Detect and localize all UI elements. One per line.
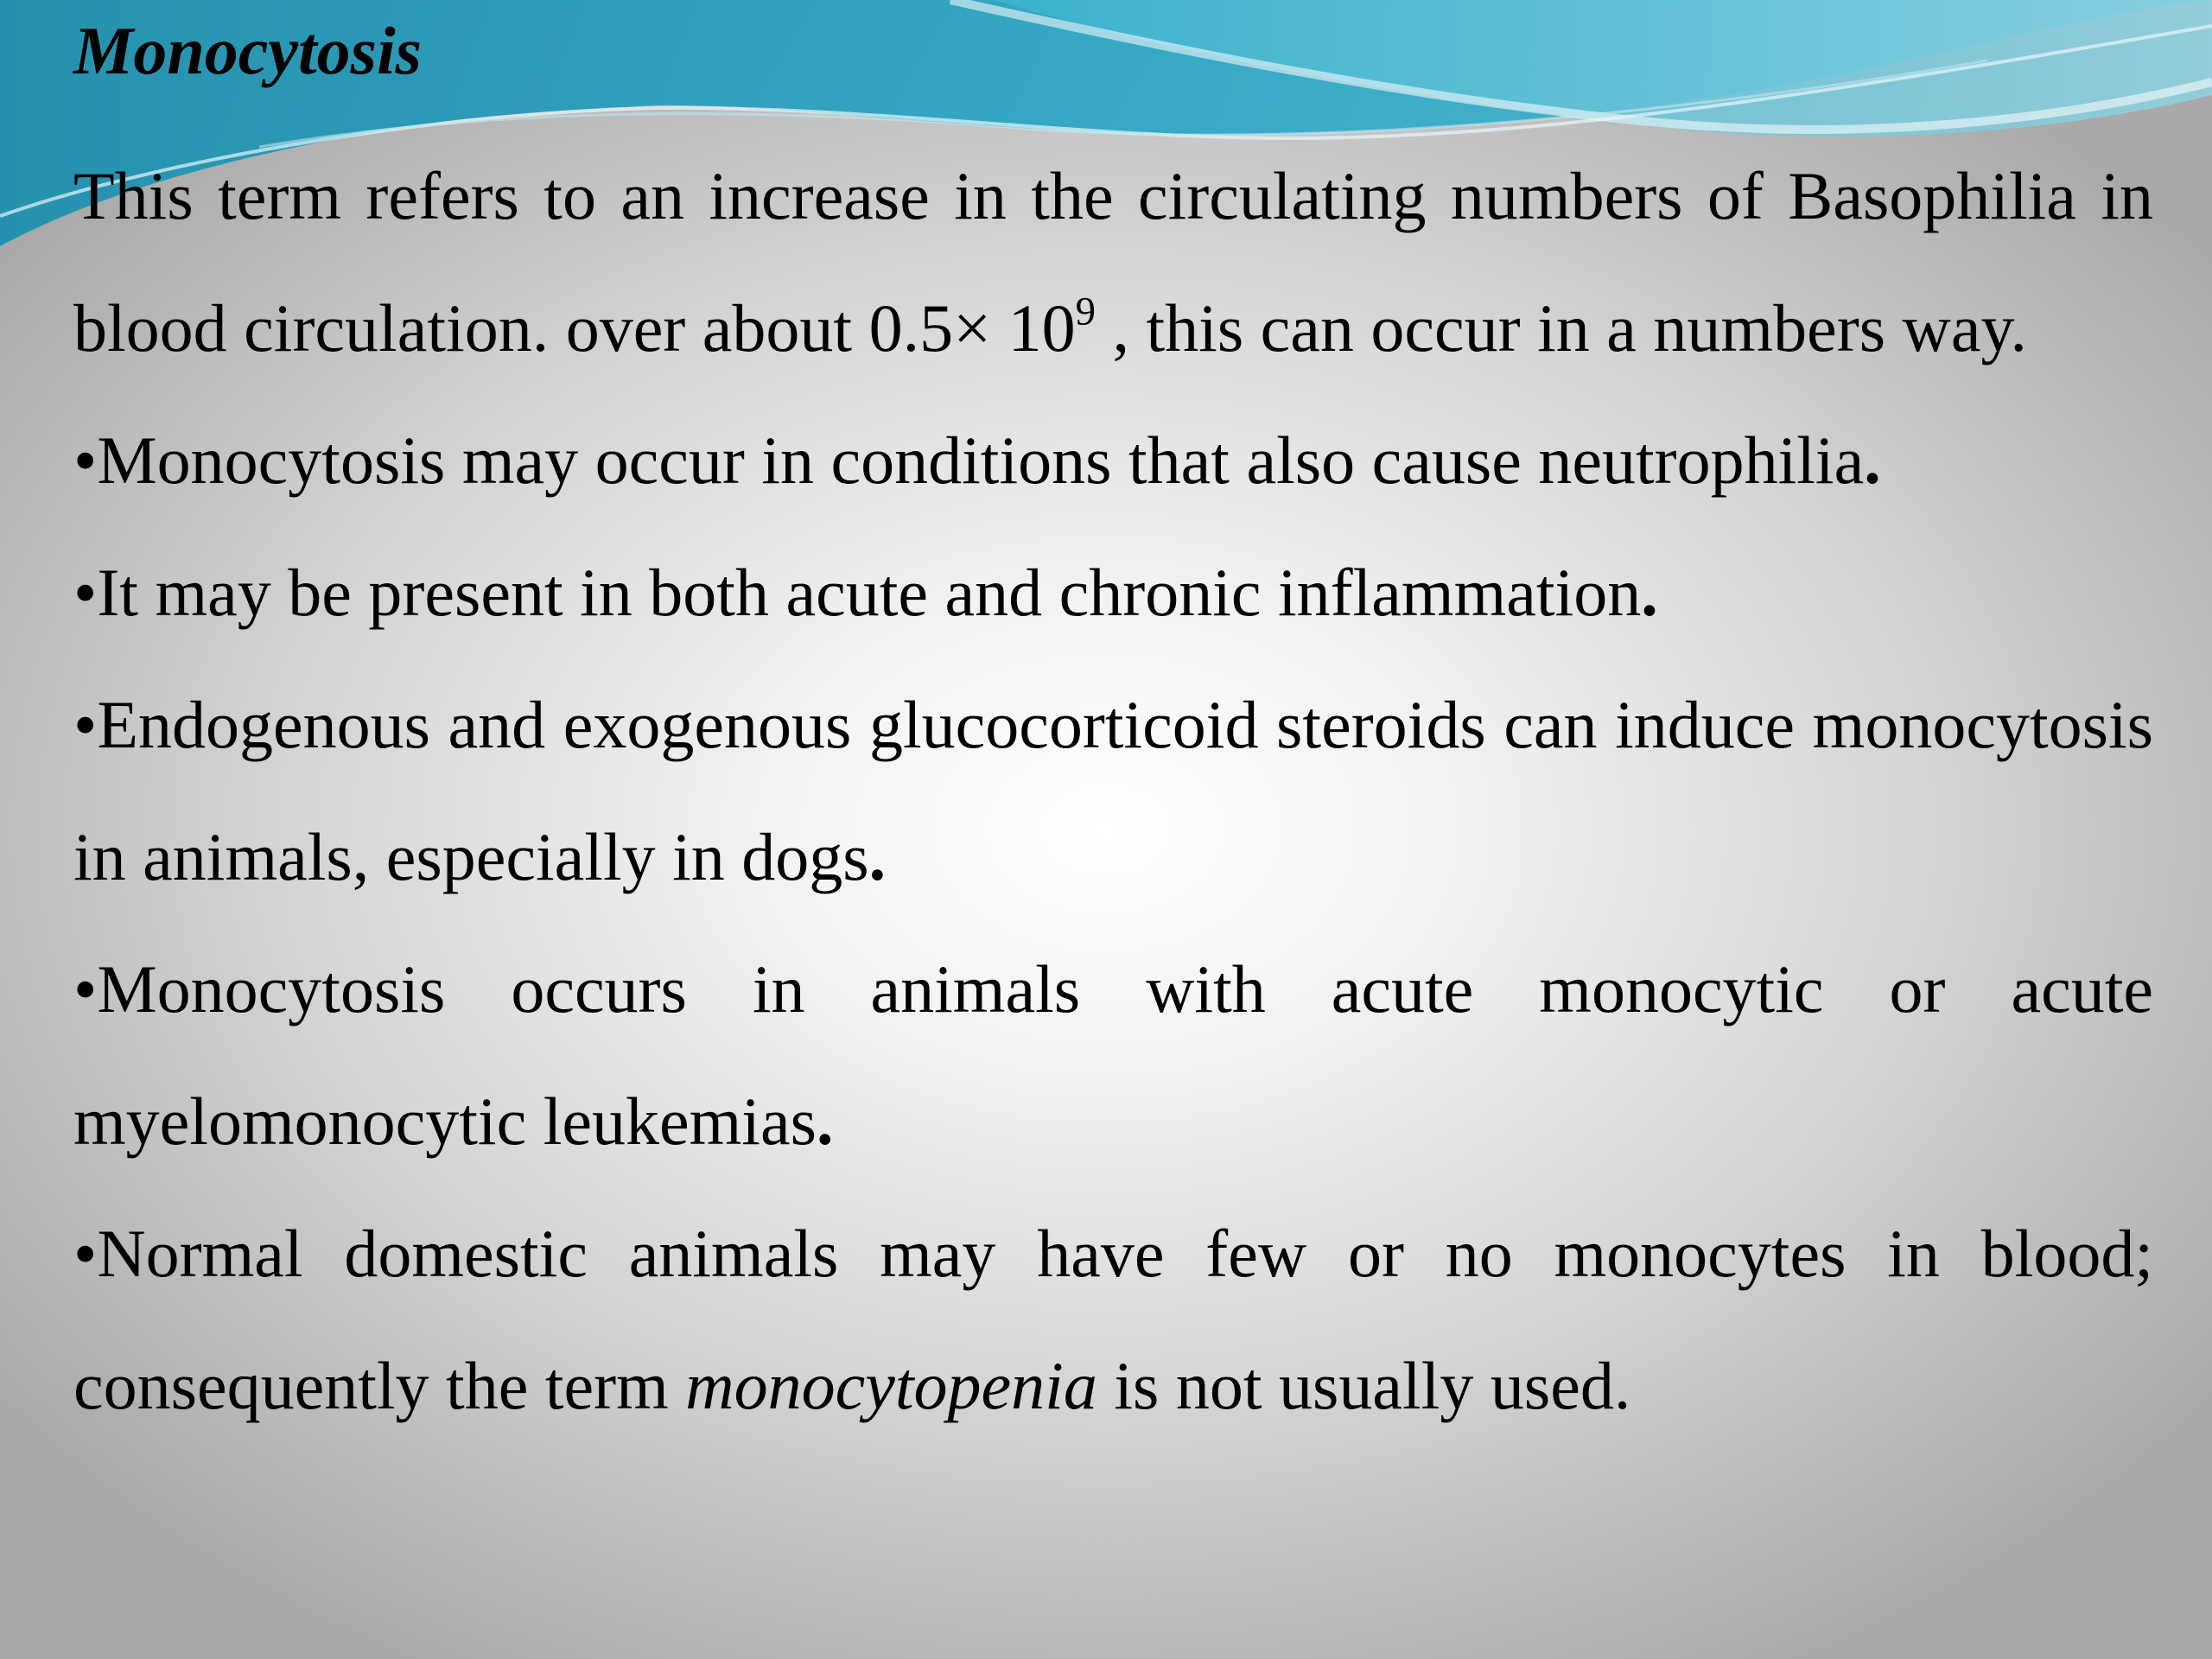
bullet-marker: • (73, 423, 98, 498)
bullet-text: It may be present in both acute and chronic inflammation (97, 555, 1642, 630)
slide-title: Monocytosis (73, 13, 423, 88)
bullet-text: Normal domestic animals may have few or no monocytes in blood; consequently the term (73, 1216, 2153, 1423)
bullet-item (73, 526, 2153, 658)
bullet-item (73, 394, 2153, 526)
bullet-marker: • (73, 1216, 98, 1291)
bullet-end: . (1641, 555, 1658, 630)
italic-term: monocytopenia (685, 1348, 1097, 1423)
intro-paragraph (73, 130, 2153, 394)
bullet-item (73, 923, 2153, 1187)
bullet-text: Endogenous and exogenous glucocorticoid steroids can induce monocytosis in animals, especially in dogs (73, 687, 2153, 894)
bullet-marker: • (73, 687, 98, 762)
intro-text: This term refers to an increase in the circulating numbers of Basophilia in blood circulation. over about 0.5× 10 (73, 158, 2153, 365)
bullet-marker: • (73, 951, 98, 1027)
bullet-marker: • (73, 555, 98, 630)
intro-text-end: , this can occur in a numbers way. (1112, 290, 2027, 365)
bullet-end: . (868, 819, 887, 894)
bullet-item (73, 658, 2153, 923)
bullet-text: Monocytosis may occur in conditions that also cause neutrophilia (97, 423, 1865, 498)
exponent: 9 (1075, 289, 1096, 334)
bullet-end: . (1864, 423, 1881, 498)
bullet-end: . (816, 1084, 834, 1159)
bullet-item (73, 1187, 2153, 1452)
bullet-text-end: is not usually used. (1096, 1348, 1631, 1423)
bullet-text: Monocytosis occurs in animals with acute monocytic or acute myelomonocytic leukemias (73, 951, 2153, 1159)
slide-body (73, 130, 2153, 1452)
